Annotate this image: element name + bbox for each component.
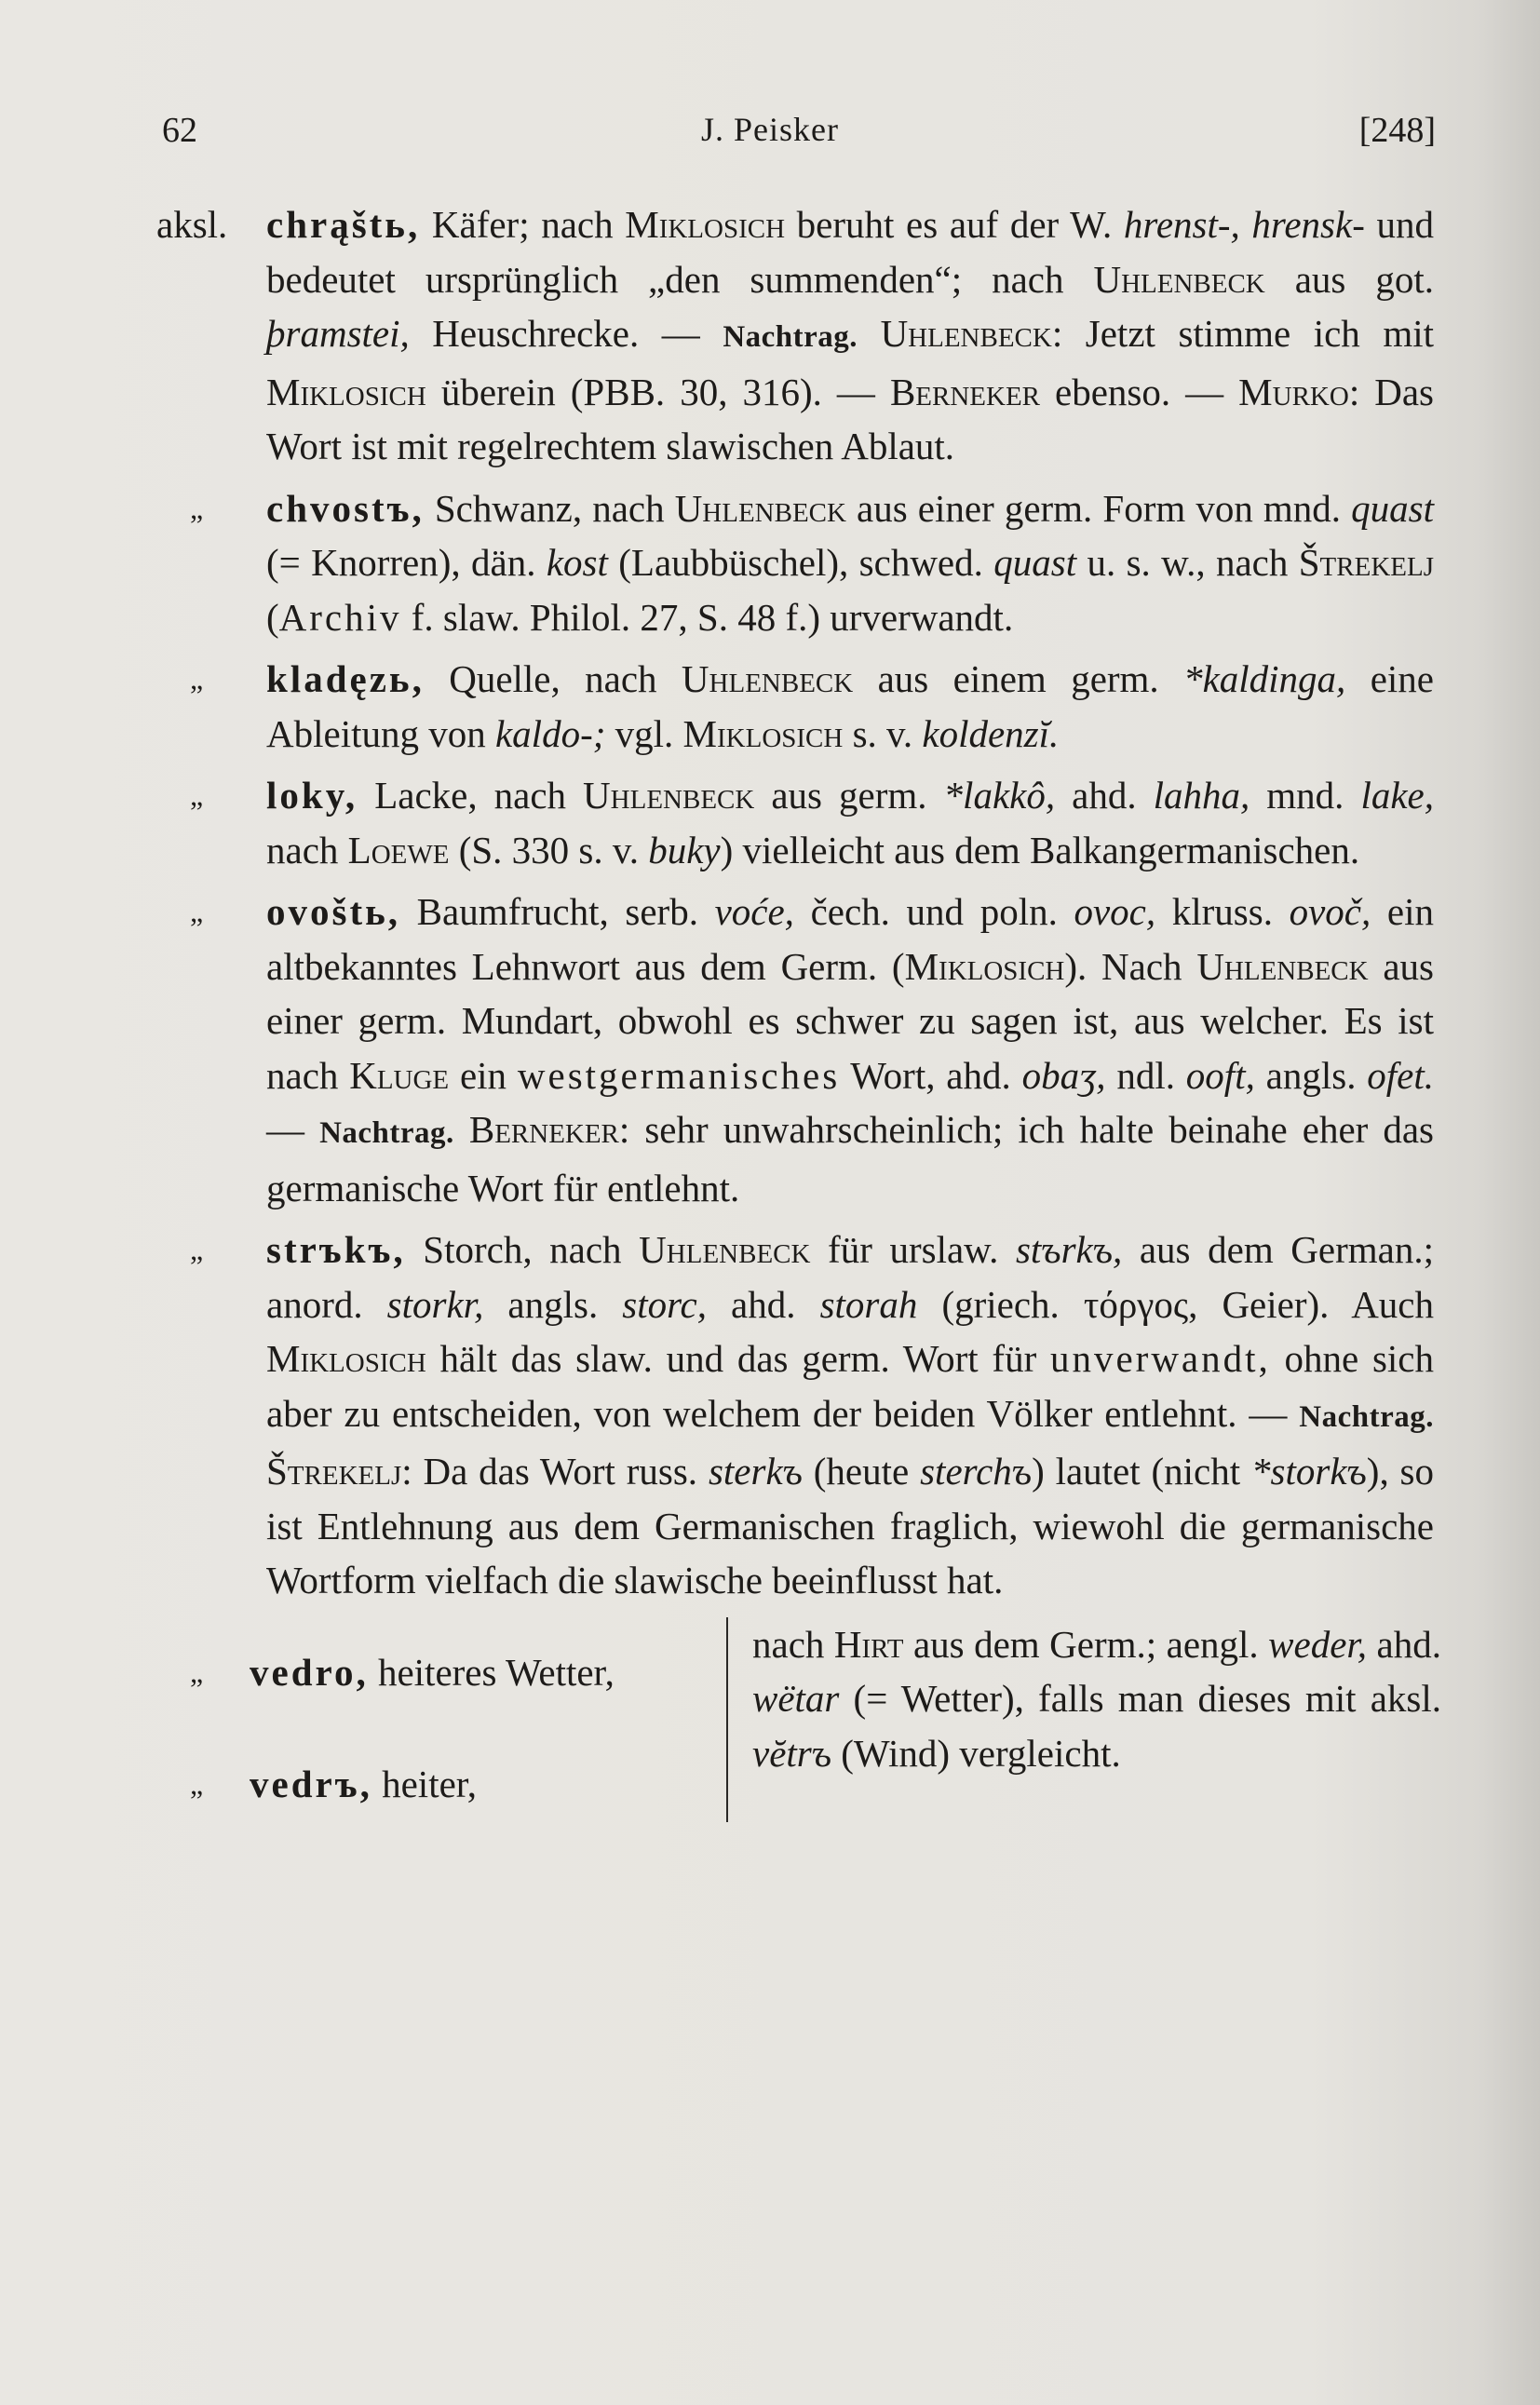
text: Baumfrucht, serb.: [400, 890, 715, 933]
entry-loky: [156, 768, 1434, 877]
author-name: Uhlenbeck: [674, 486, 846, 530]
text: und bedeutet ursprünglich „den summenden“; nach: [266, 203, 1434, 301]
entry-chvostb: [156, 481, 1434, 645]
text: f. slaw. Philol. 27, S. 48 f.) urverwandt.: [401, 595, 1014, 639]
text: ). Nach: [1064, 944, 1197, 988]
nachtrag-label: Nachtrag.: [723, 320, 858, 354]
text: beruht es auf der W.: [785, 203, 1124, 246]
text: Quelle, nach: [424, 657, 682, 700]
text: [454, 1108, 469, 1151]
text: [858, 312, 881, 355]
journal-name: Archiv: [278, 595, 402, 639]
ditto-mark: „: [190, 662, 204, 696]
text: aus dem German.; anord.: [266, 1228, 1434, 1326]
text: čech. und poln.: [793, 890, 1074, 933]
brace-divider: [726, 1617, 745, 1822]
ditto-mark: „: [190, 778, 204, 812]
text: Wort, ahd.: [840, 1053, 1022, 1097]
cited-form: kaldo-;: [494, 711, 606, 755]
author-name: Uhlenbeck: [639, 1228, 811, 1271]
author-name: Uhlenbeck: [1093, 257, 1265, 301]
author-name: Berneker: [889, 370, 1040, 413]
text: nach: [752, 1622, 834, 1666]
text: klruss.: [1155, 890, 1290, 933]
text: : Das Wort ist mit regelrechtem slawischen Ablaut.: [266, 370, 1434, 467]
author-name: Uhlenbeck: [583, 774, 755, 817]
text: (= Wetter), falls man dieses mit aksl.: [839, 1677, 1441, 1720]
cited-form: lake,: [1360, 774, 1434, 817]
cited-form: kost: [546, 541, 608, 584]
author-name: Štrekelj: [266, 1450, 402, 1493]
text: aus einer germ. Mundart, obwohl es schwer zu sagen ist, aus welcher. Es ist nach: [266, 944, 1435, 1097]
entry-chrastb: [156, 197, 1434, 474]
ditto-mark: „: [190, 1766, 204, 1801]
text: Heuschrecke. —: [409, 312, 723, 355]
cited-form: storah: [819, 1282, 918, 1326]
text: aus got.: [1264, 257, 1434, 301]
author-name: Hirt: [833, 1622, 904, 1666]
headword: ovoštь,: [266, 890, 401, 933]
text: aus germ.: [754, 774, 944, 817]
author-name: Uhlenbeck: [681, 657, 854, 700]
text: ) lautet (nicht: [1032, 1450, 1252, 1493]
text: aus einer germ. Form von mnd.: [845, 486, 1352, 530]
cited-form: ovoc,: [1074, 890, 1156, 933]
cited-form: storkr,: [386, 1282, 484, 1326]
text: aus dem Germ.; aengl.: [903, 1622, 1269, 1666]
headword: kladęzь,: [266, 657, 425, 700]
text: (Wind) vergleicht.: [831, 1731, 1121, 1775]
text: ) vielleicht aus dem Balkangermanischen.: [720, 828, 1360, 871]
author-name: Štrekelj: [1298, 541, 1434, 584]
cited-form: lahha,: [1153, 774, 1250, 817]
text: —: [266, 1108, 320, 1151]
text-body: [156, 197, 1441, 1831]
text: ebenso. —: [1040, 370, 1239, 413]
text: mnd.: [1250, 774, 1361, 817]
spaced-word: westgermanisches: [517, 1053, 841, 1097]
headword: loky,: [266, 774, 358, 817]
headword: chrąštь,: [266, 203, 421, 246]
text: ein altbekanntes Lehnwort aus dem Germ. (: [266, 890, 1434, 988]
author-name: Murko: [1238, 370, 1349, 413]
entry-strbkb: [156, 1223, 1434, 1608]
text: hält das slaw. und das germ. Wort für: [426, 1337, 1050, 1380]
cited-form: koldenzĭ.: [922, 711, 1060, 755]
nachtrag-label: Nachtrag.: [319, 1116, 454, 1150]
text: ahd.: [1055, 774, 1154, 817]
text: ahd.: [707, 1282, 820, 1326]
ditto-mark: „: [190, 1655, 204, 1689]
cited-form: storc,: [622, 1282, 707, 1326]
cited-form: stъrkъ,: [1015, 1228, 1123, 1271]
entry-vedro-group: [156, 1617, 1441, 1831]
text: Storch, nach: [405, 1228, 640, 1271]
text: u. s. w., nach: [1076, 541, 1299, 584]
text: Schwanz, nach: [424, 486, 675, 530]
text: nach: [266, 828, 348, 871]
cited-form: þramstei,: [266, 312, 410, 355]
cited-form: vĕtrъ: [752, 1731, 832, 1775]
entry-kladezb: [156, 652, 1434, 761]
page-number: 62: [162, 111, 197, 150]
text: : Da das Wort russ.: [401, 1450, 709, 1493]
text: (griech. τόργος, Geier). Auch: [917, 1282, 1435, 1326]
page-reference: [248]: [1358, 111, 1436, 150]
text: (S. 330 s. v.: [449, 828, 649, 871]
text: : Jetzt stimme ich mit: [1051, 312, 1434, 355]
cited-form: hrenst-, hrensk-: [1123, 203, 1365, 246]
headword: vedrъ,: [250, 1762, 372, 1805]
cited-form: weder,: [1268, 1622, 1368, 1666]
text: für urslaw.: [810, 1228, 1016, 1271]
text: (: [266, 595, 279, 639]
ditto-mark: „: [190, 1233, 204, 1266]
cited-form: voće,: [714, 890, 794, 933]
ditto-mark: „: [190, 895, 204, 928]
text: aus einem germ.: [853, 657, 1184, 700]
cited-form: quast: [993, 541, 1077, 584]
headword: vedro,: [250, 1650, 369, 1694]
entry-prefix: aksl.: [156, 203, 228, 246]
text: eine Ableitung von: [266, 657, 1434, 755]
author-name: Berneker: [468, 1108, 619, 1151]
author-name: Uhlenbeck: [1196, 944, 1369, 988]
text: angls.: [483, 1282, 623, 1326]
text: ), so ist Entlehnung aus dem Germanischen fraglich, wiewohl die germanische Wortform vielfach die slawische beeinflusst hat.: [266, 1450, 1435, 1601]
text: ein: [449, 1053, 518, 1097]
cited-form: sterkъ: [708, 1450, 803, 1493]
headword: strъkъ,: [266, 1228, 406, 1271]
author-name: Miklosich: [682, 711, 844, 755]
cited-form: wëtar: [752, 1677, 840, 1720]
author-name: Kluge: [349, 1053, 450, 1097]
text: ndl.: [1105, 1053, 1186, 1097]
text: (heute: [802, 1450, 921, 1493]
text: (Laubbüschel), schwed.: [607, 541, 994, 584]
cited-form: ooft,: [1185, 1053, 1255, 1097]
cited-form: buky: [648, 828, 721, 871]
gloss: heiteres Wetter,: [368, 1650, 615, 1694]
ditto-mark: „: [190, 491, 204, 525]
shared-etymology: [752, 1617, 1441, 1781]
author-name: Miklosich: [266, 1337, 426, 1380]
text: vgl.: [605, 711, 683, 755]
entry-ovostb: [156, 885, 1434, 1215]
cited-form: sterchъ: [920, 1450, 1033, 1493]
text: (= Knorren), dän.: [266, 541, 547, 584]
cited-form: *kaldinga,: [1183, 657, 1346, 700]
gloss: heiter,: [371, 1762, 478, 1805]
spaced-word: unverwandt,: [1049, 1337, 1271, 1380]
text: überein (PBB. 30, 316). —: [426, 370, 890, 413]
author-name: Miklosich: [625, 203, 786, 246]
text: s. v.: [843, 711, 923, 755]
text: angls.: [1254, 1053, 1368, 1097]
cited-form: ofet.: [1367, 1053, 1435, 1097]
text: Käfer; nach: [420, 203, 626, 246]
nachtrag-label: Nachtrag.: [1299, 1399, 1434, 1434]
cited-form: obaʒ,: [1021, 1053, 1106, 1097]
cited-form: quast: [1351, 486, 1435, 530]
text: ahd.: [1367, 1622, 1441, 1666]
author-name: Uhlenbeck: [880, 312, 1052, 355]
author-name: Loewe: [347, 828, 450, 871]
headword: chvostъ,: [266, 486, 425, 530]
author-name: Miklosich: [904, 944, 1065, 988]
author-name: Miklosich: [266, 370, 426, 413]
cited-form: *storkъ: [1251, 1450, 1367, 1493]
text: : sehr unwahrscheinlich; ich halte beinahe eher das germanische Wort für entlehnt.: [266, 1108, 1435, 1209]
cited-form: ovoč,: [1289, 890, 1371, 933]
running-title: J. Peisker: [701, 111, 839, 148]
text: ohne sich aber zu entscheiden, von welchem der beiden Völker entlehnt. —: [266, 1337, 1434, 1435]
cited-form: *lakkô,: [943, 774, 1056, 817]
text: Lacke, nach: [358, 774, 584, 817]
